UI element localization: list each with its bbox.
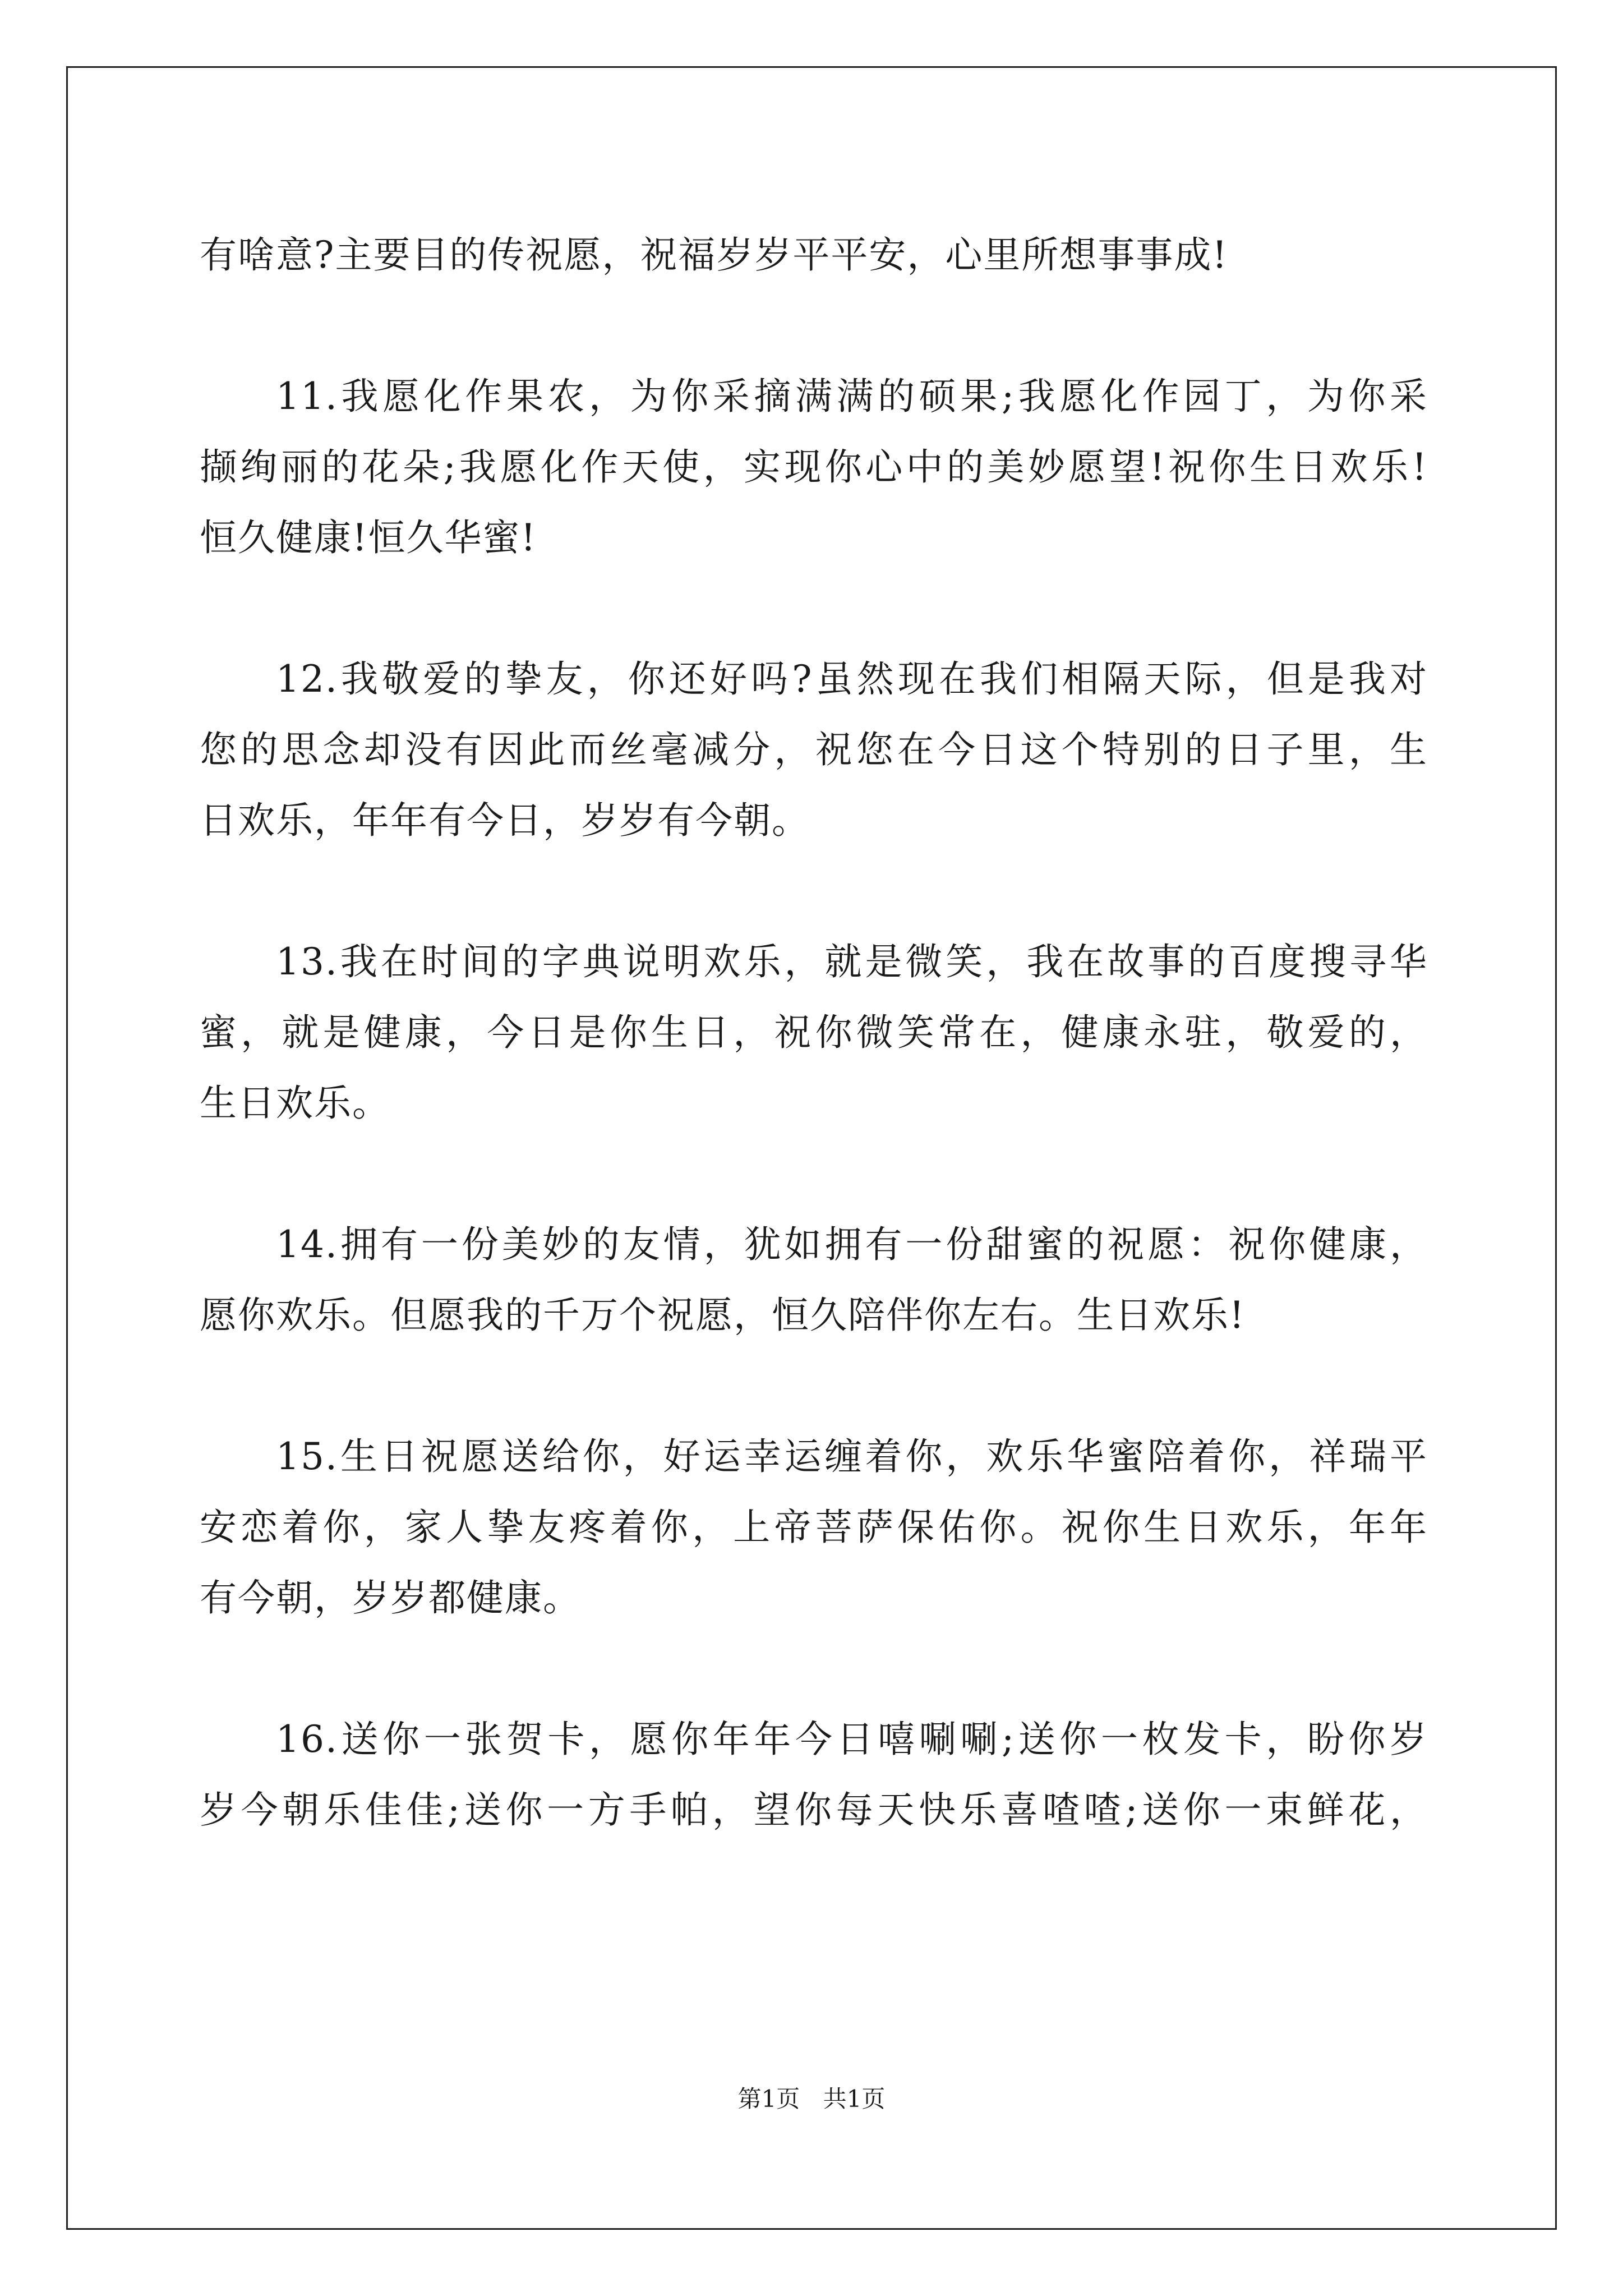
- text-line: 12.我敬爱的挚友，你还好吗?虽然现在我们相隔天际，但是我对: [276, 657, 1428, 701]
- text-line: 愿你欢乐。但愿我的千万个祝愿，恒久陪伴你左右。生日欢乐!: [200, 1294, 1246, 1337]
- paragraph-gap: [200, 291, 1428, 361]
- text-line: 您的思念却没有因此而丝毫减分，祝您在今日这个特别的日子里，生: [200, 728, 1428, 771]
- text-line: 蜜，就是健康，今日是你生日，祝你微笑常在，健康永驻，敬爱的，: [200, 1011, 1428, 1054]
- paragraph-gap: [200, 856, 1428, 927]
- text-line: 16.送你一张贺卡，愿你年年今日嘻唰唰;送你一枚发卡，盼你岁: [276, 1718, 1428, 1761]
- text-line: 11.我愿化作果农，为你采摘满满的硕果;我愿化作园丁，为你采: [276, 375, 1428, 418]
- page-total: 共1页: [823, 2085, 886, 2113]
- text-line: 15.生日祝愿送给你，好运幸运缠着你，欢乐华蜜陪着你，祥瑞平: [276, 1435, 1428, 1478]
- page-footer: [0, 2082, 1623, 2116]
- paragraph-gap: [200, 573, 1428, 644]
- text-line: 安恋着你，家人挚友疼着你，上帝菩萨保佑你。祝你生日欢乐，年年: [200, 1506, 1428, 1549]
- text-line: 13.我在时间的字典说明欢乐，就是微笑，我在故事的百度搜寻华: [276, 940, 1428, 983]
- page-number: 第1页: [737, 2085, 800, 2113]
- document-body: [200, 220, 1428, 1846]
- paragraph-gap: [200, 1634, 1428, 1704]
- paragraph-gap: [200, 1351, 1428, 1421]
- text-line: 撷绚丽的花朵;我愿化作天使，实现你心中的美妙愿望!祝你生日欢乐!: [200, 445, 1428, 489]
- text-line: 日欢乐，年年有今日，岁岁有今朝。: [200, 799, 810, 842]
- text-line: 恒久健康!恒久华蜜!: [200, 516, 537, 559]
- text-line: 有今朝，岁岁都健康。: [200, 1576, 581, 1619]
- text-line: 岁今朝乐佳佳;送你一方手帕，望你每天快乐喜喳喳;送你一束鲜花，: [200, 1788, 1428, 1832]
- text-line: 有啥意?主要目的传祝愿，祝福岁岁平平安，心里所想事事成!: [200, 233, 1228, 277]
- text-line: 生日欢乐。: [200, 1082, 390, 1125]
- paragraph-gap: [200, 1139, 1428, 1209]
- text-line: 14.拥有一份美妙的友情，犹如拥有一份甜蜜的祝愿：祝你健康，: [276, 1223, 1428, 1266]
